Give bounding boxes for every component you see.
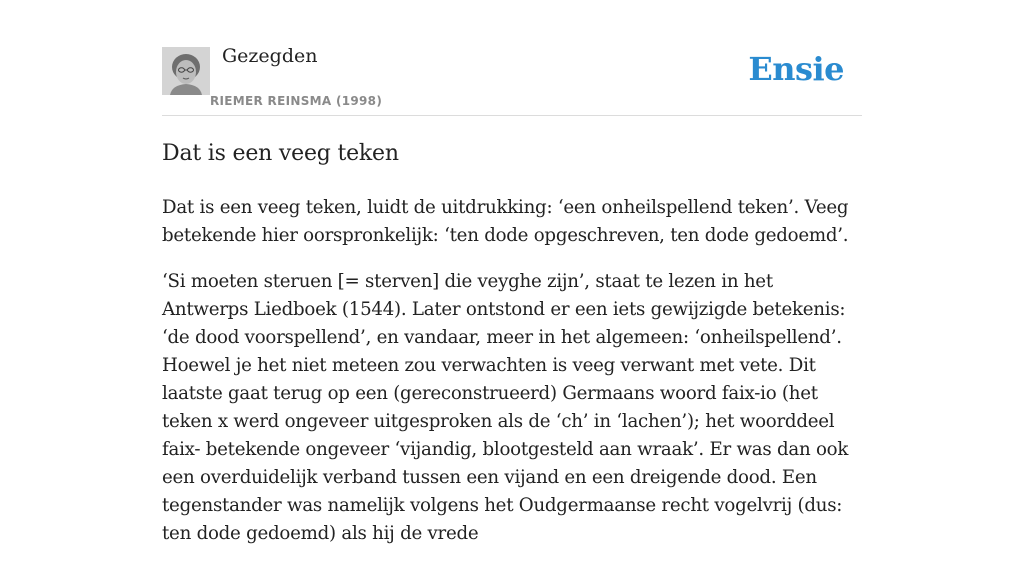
article-title: Dat is een veeg teken	[162, 141, 399, 166]
source-header	[162, 0, 862, 116]
author-line: RIEMER REINSMA (1998)	[210, 94, 383, 108]
article-paragraph: ‘Si moeten steruen [= sterven] die veyghe zijn’, staat te lezen in het Antwerps Liedboek (1544). Later ontstond er een iets gewijzigde betekenis: ‘de dood voorspellend’, en vandaar, meer in het algemeen: ‘onheilspellend’. Hoewel je het niet meteen zou verwachten is veeg verwant met vete. Dit laatste gaat terug op een (gereconstrueerd) Germaans woord faix-io (het teken x werd ongeveer uitgesproken als de ‘ch’ in ‘lachen’); het woorddeel faix- betekende ongeveer ‘vijandig, blootgesteld aan wraak’. Er was dan ook een overduidelijk verband tussen een vijand en een dreigende dood. Een tegenstander was namelijk volgens het Oudgermaanse recht vogelvrij (dus: ten dode gedoemd) als hij de vrede	[162, 271, 849, 544]
author-portrait-icon	[162, 47, 210, 95]
article-paragraph: Dat is een veeg teken, luidt de uitdrukking: ‘een onheilspellend teken’. Veeg betekende hier oorspronkelijk: ‘ten dode opgeschreven, ten dode gedoemd’.	[162, 197, 849, 246]
brand-logo[interactable]: Ensie	[748, 50, 844, 88]
author-avatar[interactable]	[162, 47, 210, 95]
article	[162, 138, 862, 566]
source-title[interactable]: Gezegden	[222, 45, 318, 67]
